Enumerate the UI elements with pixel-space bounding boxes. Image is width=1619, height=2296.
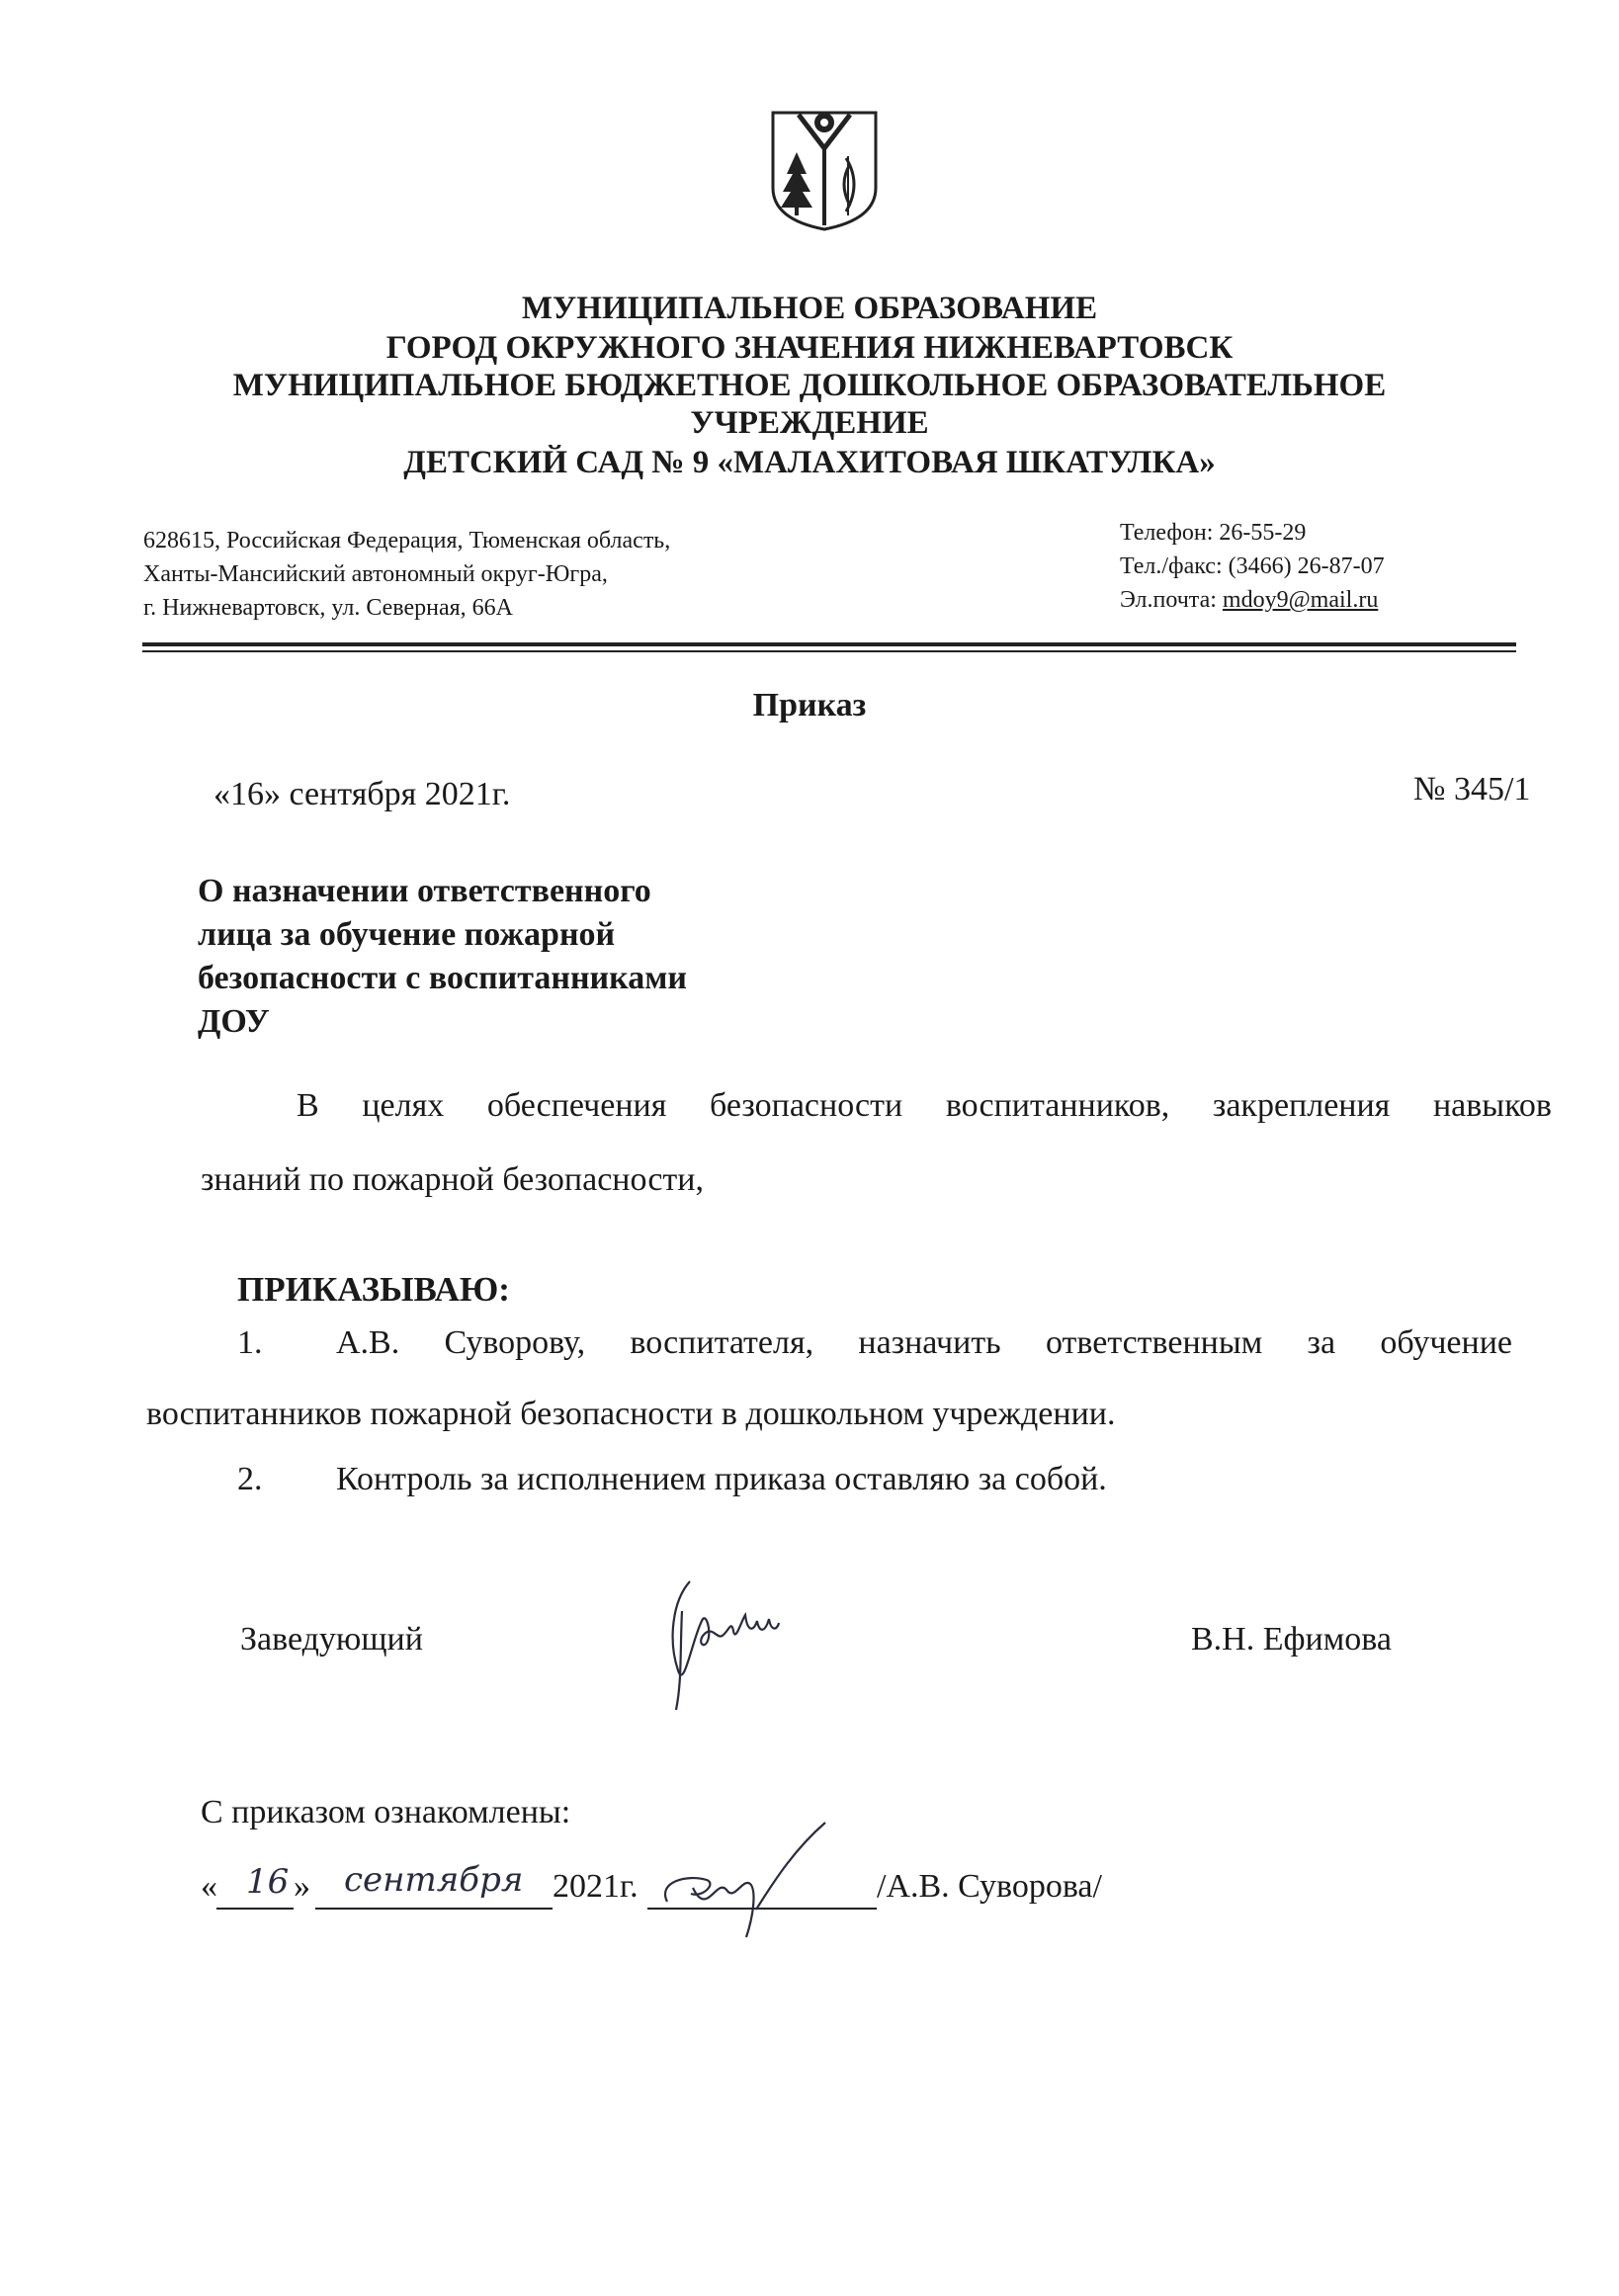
header-divider (142, 642, 1516, 646)
item-text-continuation: воспитанников пожарной безопасности в дошкольном учреждении. (146, 1396, 1116, 1432)
document-date: «16» сентября 2021г. (213, 776, 511, 812)
header-line-municipal-formation: МУНИЦИПАЛЬНОЕ ОБРАЗОВАНИЕ (521, 291, 1098, 326)
item-text: Контроль за исполнением приказа оставляю за собой. (336, 1461, 1107, 1497)
address-line: г. Нижневартовск, ул. Северная, 66А (143, 595, 514, 621)
open-quote: « (201, 1868, 217, 1905)
header-line-city: ГОРОД ОКРУЖНОГО ЗНАЧЕНИЯ НИЖНЕВАРТОВСК (385, 330, 1234, 366)
acknowledgement-label: С приказом ознакомлены: (201, 1794, 571, 1830)
document-number: № 345/1 (1413, 771, 1531, 808)
handwritten-month: сентября (344, 1860, 524, 1900)
preamble-line: В целях обеспечения безопасности воспитанников, закрепления навыков (297, 1087, 1552, 1124)
contacts-block (1120, 516, 1385, 617)
subject-line: лица за обучение пожарной (198, 916, 616, 953)
subject-line: ДОУ (198, 1003, 270, 1040)
close-quote: » (294, 1868, 310, 1905)
email-link[interactable]: mdoy9@mail.ru (1222, 587, 1379, 613)
document-subject (198, 870, 830, 1044)
subject-line: безопасности с воспитанниками (198, 960, 687, 996)
subject-line: О назначении ответственного (198, 873, 651, 909)
signer-name: В.Н. Ефимова (1191, 1621, 1392, 1658)
coat-of-arms-emblem (769, 109, 880, 232)
email-row (1120, 583, 1385, 617)
order-word: ПРИКАЗЫВАЮ: (237, 1270, 510, 1309)
signer-position: Заведующий (240, 1621, 423, 1658)
address-line: 628615, Российская Федерация, Тюменская область, (143, 528, 671, 553)
header-divider-thin (142, 650, 1516, 652)
acknowledged-person: /А.В. Суворова/ (877, 1868, 1102, 1905)
handwritten-signature (662, 1572, 820, 1720)
item-text: А.В. Суворову, воспитателя, назначить ответственным за обучение (336, 1324, 1512, 1361)
email-label: Эл.почта: (1120, 587, 1223, 613)
item-number: 1. (237, 1324, 263, 1361)
item-number: 2. (237, 1461, 263, 1497)
header-line-kindergarten-name: ДЕТСКИЙ САД № 9 «МАЛАХИТОВАЯ ШКАТУЛКА» (403, 445, 1216, 480)
header-line-institution-type: МУНИЦИПАЛЬНОЕ БЮДЖЕТНОЕ ДОШКОЛЬНОЕ ОБРАЗОВАТЕЛЬНОЕ (232, 368, 1387, 403)
header-line-institution: УЧРЕЖДЕНИЕ (690, 405, 929, 441)
handwritten-day: 16 (246, 1862, 290, 1902)
document-title: Приказ (752, 687, 867, 723)
year-text: 2021г. (553, 1868, 639, 1905)
preamble-line: знаний по пожарной безопасности, (201, 1161, 704, 1198)
address-line: Ханты-Мансийский автономный округ-Югра, (143, 561, 608, 587)
address-block (143, 524, 670, 625)
handwritten-signature-2 (647, 1819, 845, 1947)
fax-text: Тел./факс: (3466) 26-87-07 (1120, 553, 1385, 579)
phone-text: Телефон: 26-55-29 (1120, 520, 1307, 546)
